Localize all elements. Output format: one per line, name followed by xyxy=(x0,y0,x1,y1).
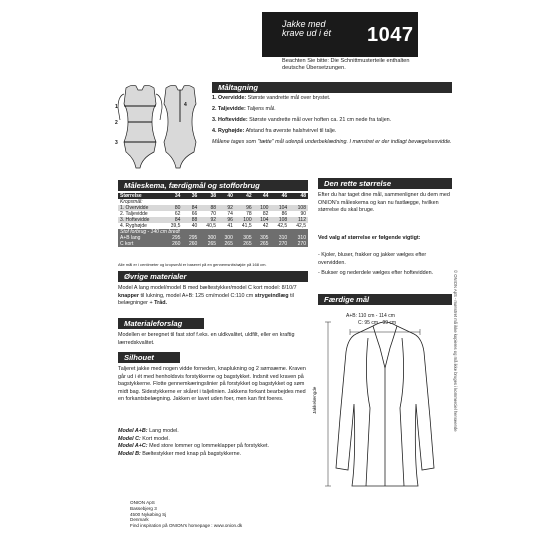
rette-bold: Ved valg af størrelse er følgende vigtigt: xyxy=(318,235,421,241)
footer-country: Denmark xyxy=(130,517,149,523)
faerdige-c: C: 95 cm - 99 cm xyxy=(358,320,397,326)
table-row: 1. Overvidde 80 84 88 92 96 100 104 108 xyxy=(120,205,306,211)
measure-marker-1: 1 xyxy=(115,104,118,110)
measurement-note: Målene tages som "tætte" mål udenpå underbeklædning. I mønstret er der indlagt bevægelsesvidde. xyxy=(212,139,452,145)
princess-seam-right xyxy=(400,338,404,486)
model-item: Model C: Kort model. xyxy=(118,435,170,442)
size-table xyxy=(118,193,308,247)
table-row: 4. Ryghøjde 39,5 40 40,5 41 41,5 42 42,5 42,5 xyxy=(120,223,306,229)
measure-marker-4: 4 xyxy=(184,102,187,108)
body-label: Kropsmål: xyxy=(118,199,308,205)
copyright-wrap xyxy=(452,270,460,525)
side-label: Jakkelængde xyxy=(312,386,317,414)
rette-item-2: - Bukser og nederdele vælges efter hoftevidden. xyxy=(318,270,434,276)
section-maltagning: Måltagning xyxy=(212,82,452,93)
footer-company: ONION ApS xyxy=(130,500,155,505)
section-silhouet: Silhouet xyxy=(118,352,180,363)
measurement-item: 1. Overvidde: Største vandrette mål over brystet. xyxy=(212,95,331,101)
model-item: Model A+C: Med store lommer og lommeklapper på forstykket. xyxy=(118,443,269,450)
rette-text: Efter du har taget dine mål, sammenligner du dem med ONION's måleskema og kan nu fastlægge, hvilken størrelse du skal bruge. xyxy=(318,192,450,214)
faerdige-ab: A+B: 110 cm - 114 cm xyxy=(346,313,395,319)
table-footnote: Alle mål er i centimeter og kropsmål er baseret på en gennemsnitshøjde på 168 cm. xyxy=(118,262,267,267)
model-list xyxy=(118,428,310,458)
footer-inspiration: Find inspiration på ONION's homepage : www.onion.dk xyxy=(130,523,243,529)
size-col: 40 xyxy=(218,193,235,199)
side-label-wrap xyxy=(312,380,332,420)
pattern-number: 1047 xyxy=(367,24,414,46)
size-col: 46 xyxy=(270,193,289,199)
section-maleskema: Måleskema, færdigmål og stofforbrug xyxy=(118,180,308,191)
size-col: 48 xyxy=(289,193,308,199)
rette-item-1: - Kjoler, bluser, frakker og jakker vælges efter overvidden. xyxy=(318,252,427,266)
princess-seam-left xyxy=(366,338,370,486)
front-torso xyxy=(118,85,162,168)
size-col: 38 xyxy=(199,193,218,199)
table-row: A+B lang 295 295 300 300 305 305 310 310 xyxy=(120,235,306,241)
measurement-item: 4. Ryghøjde: Afstand fra øverste halshvirvel til talje. xyxy=(212,128,337,134)
german-note: Beachten Sie bitte: Die Schnittmusterteile enthalten deutsche Übersetzungen. xyxy=(282,58,410,71)
measure-marker-2: 2 xyxy=(115,120,118,126)
fabric-label: Stof forbrug - 140 cm bredt xyxy=(118,229,308,235)
section-rette: Den rette størrelse xyxy=(318,178,452,189)
collar-line xyxy=(373,326,397,368)
size-col: 42 xyxy=(235,193,254,199)
section-faerdige: Færdige mål xyxy=(318,294,452,305)
size-col: 34 xyxy=(164,193,183,199)
section-ovrige: Øvrige materialer xyxy=(118,271,308,282)
table-row: 3. Hoftevidde 84 88 92 96 100 104 108 112 xyxy=(120,217,306,223)
model-item: Model A+B: Lang model. xyxy=(118,428,179,434)
table-row: C kort 260 260 265 265 265 265 270 270 xyxy=(120,241,306,247)
footer-street: Bassebjerg 3 xyxy=(130,505,157,511)
footer-city: 4500 Nykøbing Sj xyxy=(130,511,167,517)
copyright-text: © ONION ApS - mønstret må ikke kopieres og må ikke bruges i kommerciel henseende xyxy=(453,270,458,432)
measurement-item: 2. Taljevidde: Taljens mål. xyxy=(212,106,276,112)
footer xyxy=(130,500,330,529)
silhouet-text: Taljeret jakke med nogen vidde forneden, knaplukning og 2 sømsæme. Kraven går ud i ét med henholdsvis forstykkerne og bagstykket. Indsnit ved kraven på bagstykkerne. Flotte gennemkæringslinier på forstykket og bagstykket og søm midt bag. Sidestykkerne er skåret i taljelinien. Jakkens forkant bearbejdes med en forkantsbelægning. Jakken er lavet uden foer, men kan fint foeres. xyxy=(118,366,306,403)
model-item: Model B: Bæltestykker med knap på bagstykkerne. xyxy=(118,450,242,457)
title-line-1: Jakke med xyxy=(282,19,326,29)
size-col: 36 xyxy=(182,193,199,199)
measurement-item: 3. Hoftevidde: Største vandrette mål over hoften ca. 21 cm nede fra taljen. xyxy=(212,117,392,123)
measure-marker-3: 3 xyxy=(115,140,118,146)
size-col: 44 xyxy=(254,193,271,199)
jacket-illustration xyxy=(318,308,452,498)
ovrige-text: Model A lang model/model B med bæltestykker/model C kort model: 8/10/7 knapper til lukning, model A+B: 125 cm/model C:110 cm strygeindlæg til belægninger + Tråd. xyxy=(118,285,297,307)
section-materialeforslag: Materialeforslag xyxy=(118,318,204,329)
body-measurement-figure xyxy=(112,80,204,176)
title-line-2: krave ud i ét xyxy=(282,28,332,38)
materiale-text: Modellen er beregnet til fast stof f.eks. en uldkvalitet, uldfilt, eller en kraftig lærredskvalitet. xyxy=(118,332,295,346)
table-row: 2. Taljevidde 62 66 70 74 78 82 86 90 xyxy=(120,211,306,217)
measurement-list xyxy=(212,95,452,150)
table-header-label: Størrelse xyxy=(118,193,164,199)
